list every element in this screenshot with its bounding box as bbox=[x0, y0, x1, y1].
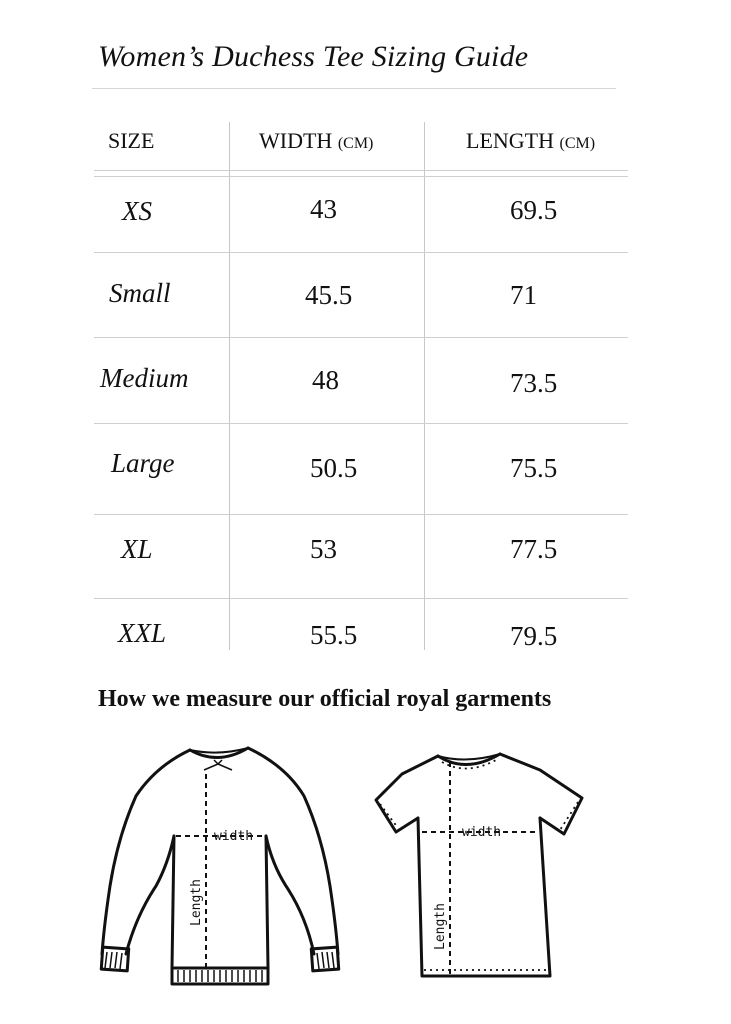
width-cell: 43 bbox=[310, 194, 337, 224]
size-cell: XS bbox=[122, 196, 152, 226]
tee-width-label: width bbox=[462, 825, 502, 840]
header-divider bbox=[94, 170, 628, 171]
measure-heading: How we measure our official royal garments bbox=[98, 686, 552, 712]
header-length-unit: (CM) bbox=[559, 135, 596, 152]
row-divider bbox=[94, 252, 628, 253]
row-divider bbox=[94, 514, 628, 515]
header-divider bbox=[94, 176, 628, 177]
length-cell: 73.5 bbox=[510, 368, 558, 398]
width-cell: 50.5 bbox=[310, 453, 358, 483]
row-divider bbox=[94, 598, 628, 599]
header-size: SIZE bbox=[108, 128, 155, 153]
size-cell: Small bbox=[109, 278, 171, 308]
sweater-width-label: width bbox=[214, 829, 254, 844]
length-cell: 75.5 bbox=[510, 453, 558, 483]
size-cell: Medium bbox=[100, 363, 189, 393]
width-cell: 45.5 bbox=[305, 280, 353, 310]
sweater-measurement-diagram bbox=[96, 736, 346, 992]
column-divider bbox=[424, 122, 425, 650]
width-cell: 55.5 bbox=[310, 620, 358, 650]
length-cell: 79.5 bbox=[510, 621, 558, 651]
tee-length-label: Length bbox=[433, 903, 448, 950]
length-cell: 69.5 bbox=[510, 195, 558, 225]
size-cell: XXL bbox=[118, 618, 167, 648]
header-width-label: WIDTH bbox=[259, 128, 333, 153]
column-divider bbox=[229, 122, 230, 650]
header-width-unit: (CM) bbox=[337, 135, 374, 152]
row-divider bbox=[94, 337, 628, 338]
width-cell: 48 bbox=[312, 365, 339, 395]
header-length bbox=[466, 128, 595, 154]
length-cell: 71 bbox=[510, 280, 537, 310]
size-cell: XL bbox=[121, 534, 153, 564]
title-divider bbox=[92, 88, 616, 89]
header-length-label: LENGTH bbox=[466, 128, 554, 153]
width-cell: 53 bbox=[310, 534, 337, 564]
row-divider bbox=[94, 423, 628, 424]
sweater-length-label: Length bbox=[189, 879, 204, 926]
page-title: Women’s Duchess Tee Sizing Guide bbox=[98, 40, 529, 73]
length-cell: 77.5 bbox=[510, 534, 558, 564]
tee-measurement-diagram bbox=[372, 748, 586, 984]
size-cell: Large bbox=[111, 448, 175, 478]
header-width bbox=[259, 128, 373, 154]
